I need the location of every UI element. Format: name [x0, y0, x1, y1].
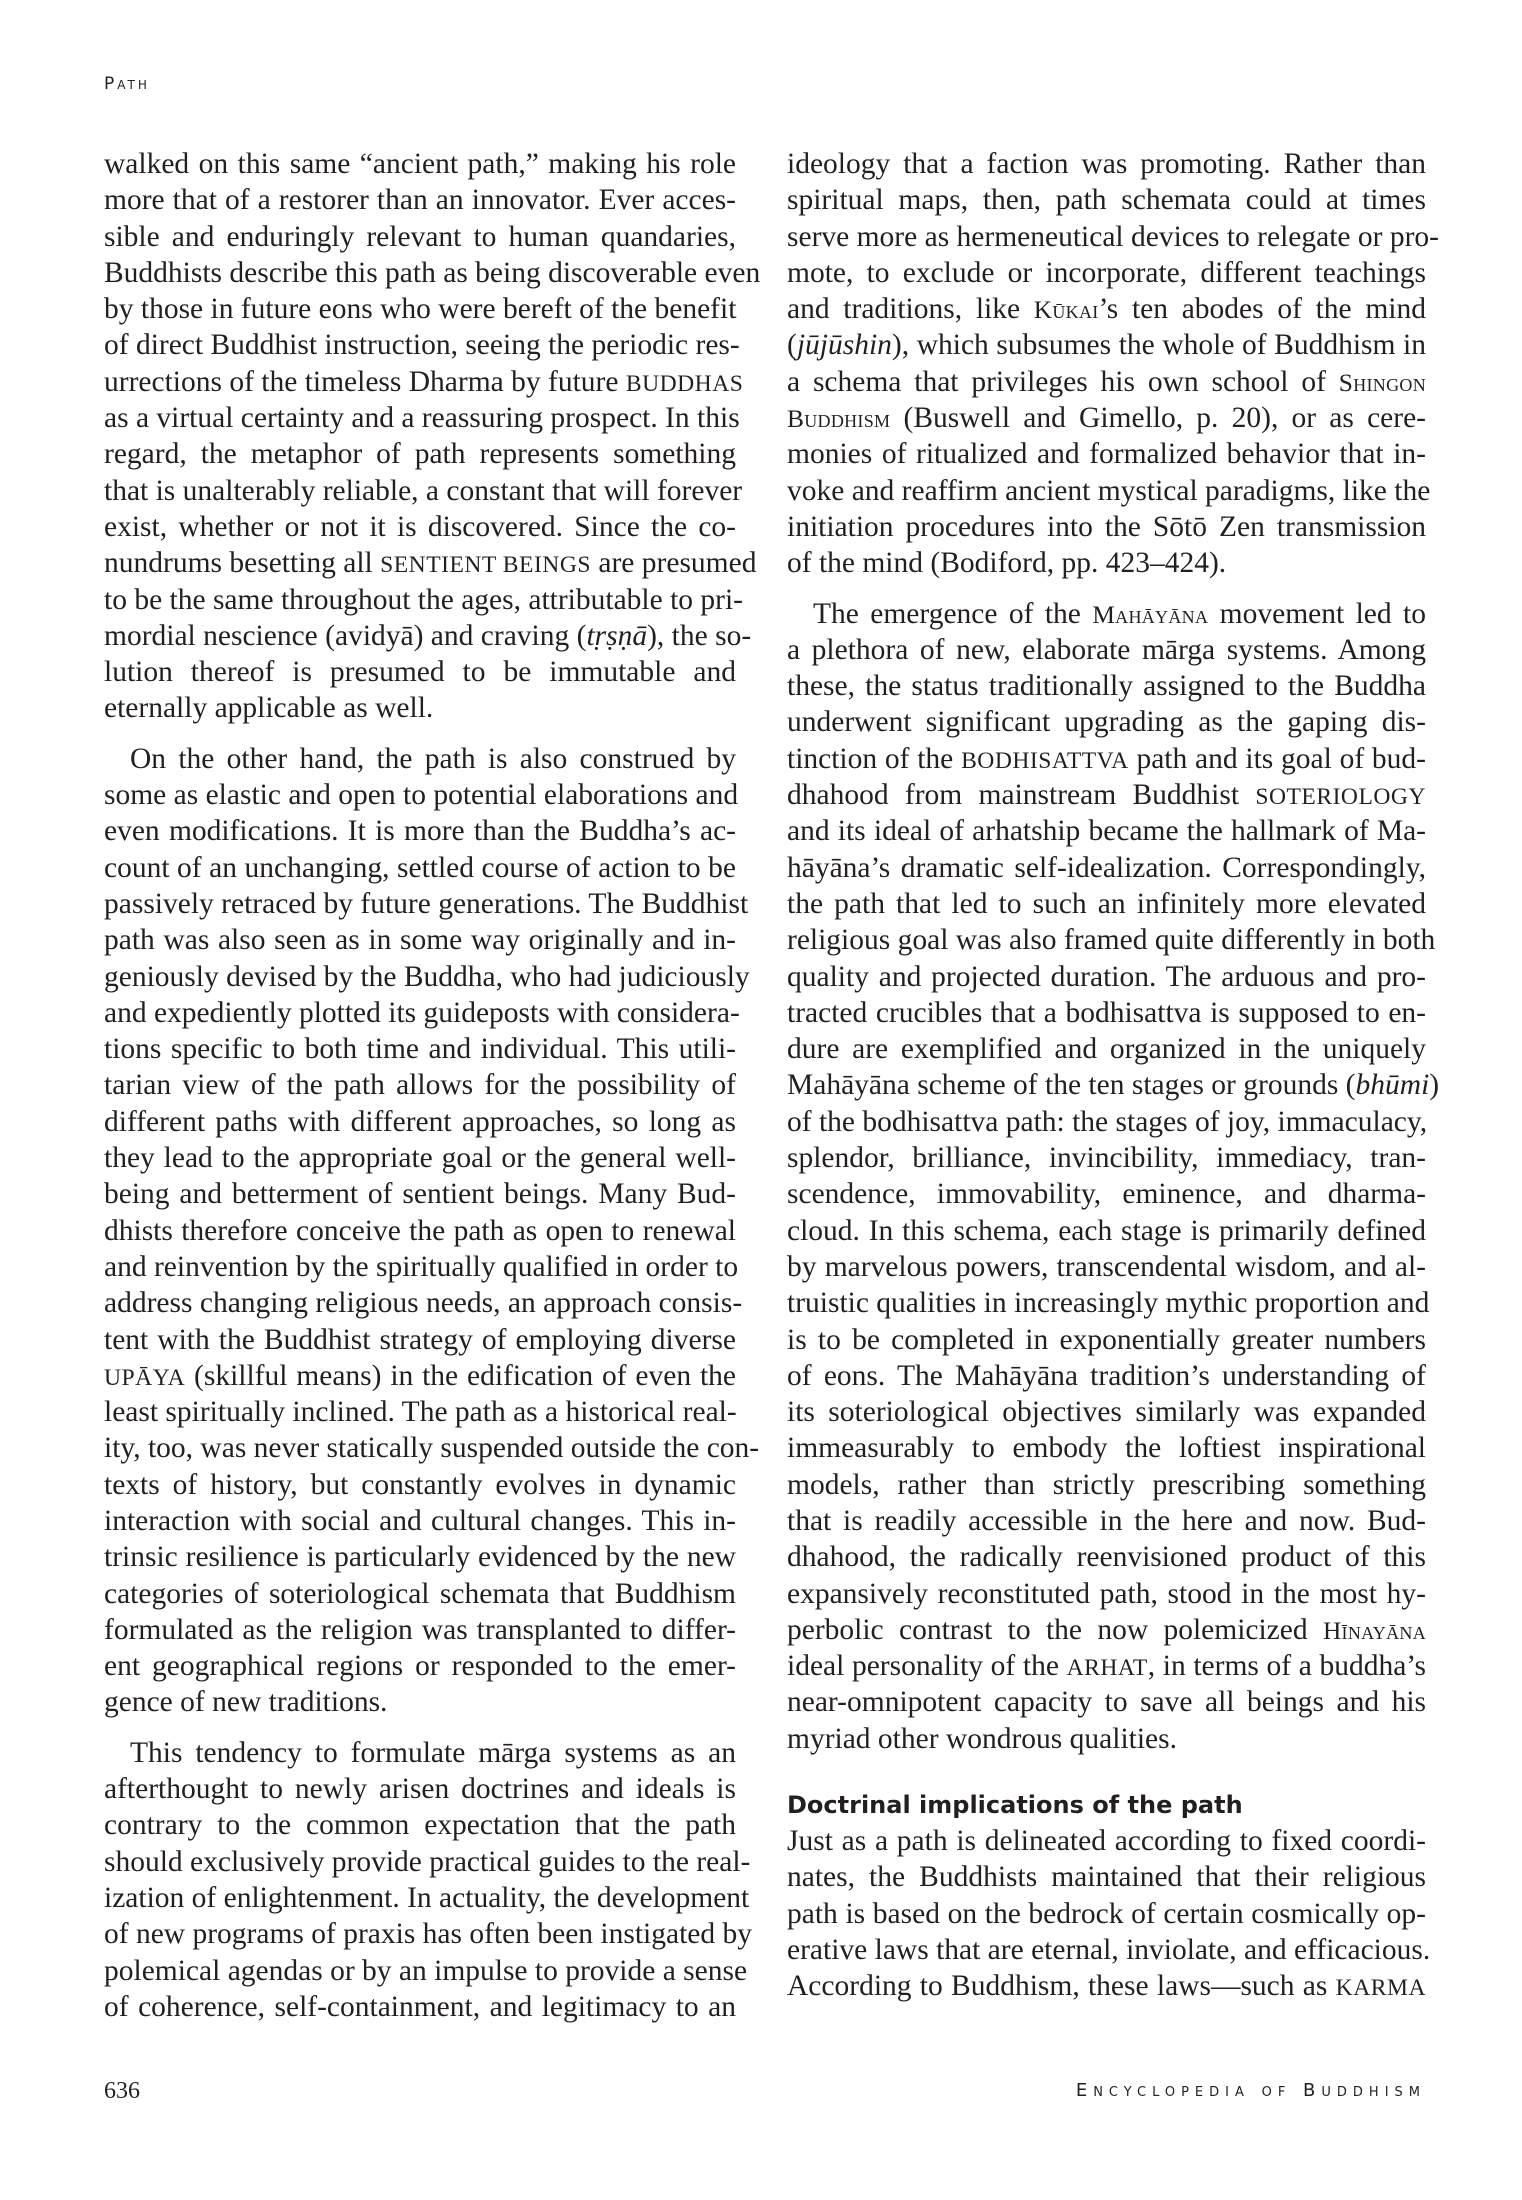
text-line: ity, too, was never statically suspended outside the con-	[104, 1432, 760, 1465]
right-column-body	[787, 146, 1440, 1757]
text-line: path was also seen as in some way originally and in-	[104, 924, 736, 957]
text-line: cloud. In this schema, each stage is primarily defined	[787, 1214, 1426, 1247]
text-line: (jūjūshin), which subsumes the whole of Buddhism in	[787, 329, 1426, 362]
paragraph	[104, 146, 761, 727]
right-column	[787, 146, 1440, 2019]
paragraph	[787, 1823, 1431, 2004]
left-column	[104, 146, 761, 2039]
text-line: of coherence, self-containment, and legitimacy to an	[104, 1990, 736, 2023]
text-line: dure are exemplified and organized in the uniquely	[787, 1033, 1426, 1066]
cross-reference: Kūkai	[1033, 296, 1099, 325]
cross-reference: Mahāyāna	[1092, 600, 1209, 629]
text-line: splendor, brilliance, invincibility, immediacy, tran-	[787, 1142, 1426, 1175]
paragraph	[787, 596, 1440, 1758]
text-line: formulated as the religion was transplanted to differ-	[104, 1613, 736, 1646]
text-line: being and betterment of sentient beings. Many Bud-	[104, 1178, 736, 1211]
text-line: nates, the Buddhists maintained that their religious	[787, 1861, 1426, 1894]
text-line: and its ideal of arhatship became the hallmark of Ma-	[787, 815, 1426, 848]
text-line: tent with the Buddhist strategy of employing diverse	[104, 1323, 736, 1356]
cross-reference: Hīnayāna	[1322, 1616, 1426, 1645]
foreign-term: jūjūshin	[796, 329, 892, 362]
text-line: regard, the metaphor of path represents something	[104, 438, 736, 471]
text-line: serve more as hermeneutical devices to relegate or pro-	[787, 220, 1439, 253]
text-line: Buddhists describe this path as being discoverable even	[104, 256, 761, 289]
text-line: should exclusively provide practical guides to the real-	[104, 1845, 751, 1878]
text-line: a plethora of new, elaborate mārga systems. Among	[787, 633, 1426, 666]
text-line: walked on this same “ancient path,” making his role	[104, 148, 736, 180]
text-line: eternally applicable as well.	[104, 692, 434, 725]
text-line: urrections of the timeless Dharma by future BUDDHAS	[104, 365, 744, 398]
foreign-term: tṛṣṇā	[586, 619, 648, 652]
text-line: ideal personality of the ARHAT, in terms of a buddha’s	[787, 1650, 1426, 1683]
text-line: This tendency to formulate mārga systems as an	[130, 1736, 736, 1769]
text-line: least spiritually inclined. The path as a historical real-	[104, 1396, 737, 1429]
paragraph	[787, 146, 1439, 582]
text-line: tinction of the BODHISATTVA path and its goal of bud-	[787, 742, 1426, 775]
text-line: exist, whether or not it is discovered. Since the co-	[104, 510, 736, 543]
text-line: count of an unchanging, settled course of action to be	[104, 851, 736, 884]
cross-reference: ARHAT	[1066, 1655, 1148, 1682]
publication-title: Encyclopedia of Buddhism	[1075, 2080, 1426, 2101]
text-line: contrary to the common expectation that the path	[104, 1809, 736, 1842]
text-line: According to Buddhism, these laws—such as KARMA	[787, 1970, 1426, 2003]
text-line: perbolic contrast to the now polemicized Hīnayāna	[787, 1613, 1426, 1646]
text-line: interaction with social and cultural changes. This in-	[104, 1504, 736, 1537]
text-line: near-omnipotent capacity to save all beings and his	[787, 1686, 1426, 1719]
text-line: spiritual maps, then, path schemata could at times	[787, 184, 1426, 217]
paragraph	[104, 741, 760, 1721]
text-line: some as elastic and open to potential elaborations and	[104, 779, 739, 812]
text-line: The emergence of the Mahāyāna movement led to	[813, 597, 1426, 630]
text-line: trinsic resilience is particularly evidenced by the new	[104, 1541, 736, 1574]
text-line: ent geographical regions or responded to the emer-	[104, 1650, 736, 1683]
text-line: by those in future eons who were bereft of the benefit	[104, 293, 737, 326]
cross-reference: Buddhism	[787, 405, 891, 434]
text-line: On the other hand, the path is also construed by	[130, 742, 736, 775]
text-line: myriad other wondrous qualities.	[787, 1722, 1177, 1755]
text-line: a schema that privileges his own school of Shingon	[787, 365, 1426, 398]
text-line: erative laws that are eternal, inviolate, and efficacious.	[787, 1933, 1431, 1966]
cross-reference: SENTIENT BEINGS	[380, 552, 592, 579]
text-line: even modifications. It is more than the Buddha’s ac-	[104, 815, 736, 848]
text-line: of new programs of praxis has often been instigated by	[104, 1918, 753, 1951]
page-number: 636	[104, 2078, 140, 2104]
text-line: the path that led to such an infinitely more elevated	[787, 887, 1426, 920]
text-line: mordial nescience (avidyā) and craving (tṛṣṇā), the so-	[104, 619, 752, 652]
text-line: hāyāna’s dramatic self-idealization. Correspondingly,	[787, 851, 1426, 884]
text-line: truistic qualities in increasingly mythic proportion and	[787, 1287, 1430, 1320]
text-line: models, rather than strictly prescribing something	[787, 1468, 1426, 1501]
text-line: religious goal was also framed quite differently in both	[787, 924, 1436, 957]
cross-reference: BODHISATTVA	[961, 747, 1129, 774]
text-line: is to be completed in exponentially greater numbers	[787, 1323, 1426, 1356]
text-line: Mahāyāna scheme of the ten stages or grounds (bhūmi)	[787, 1069, 1440, 1102]
running-head: Path	[104, 74, 150, 94]
text-line: underwent significant upgrading as the gaping dis-	[787, 706, 1426, 739]
text-line: that is unalterably reliable, a constant that will forever	[104, 474, 743, 507]
section-body	[787, 1823, 1431, 2004]
text-line: quality and projected duration. The arduous and pro-	[787, 960, 1426, 993]
text-line: path is based on the bedrock of certain cosmically op-	[787, 1897, 1426, 1930]
text-line: sible and enduringly relevant to human quandaries,	[104, 220, 736, 253]
cross-reference: KARMA	[1335, 1975, 1426, 2002]
text-line: as a virtual certainty and a reassuring prospect. In this	[104, 402, 740, 435]
text-line: address changing religious needs, an approach consis-	[104, 1287, 743, 1320]
text-line: dhahood, the radically reenvisioned product of this	[787, 1541, 1426, 1574]
text-line: lution thereof is presumed to be immutable and	[104, 656, 736, 689]
section-heading: Doctrinal implications of the path	[787, 1791, 1243, 1820]
text-line: Just as a path is delineated according to fixed coordi-	[787, 1825, 1426, 1858]
text-line: and reinvention by the spiritually qualified in order to	[104, 1250, 739, 1283]
text-line: different paths with different approaches, so long as	[104, 1105, 736, 1138]
text-line: scendence, immovability, eminence, and dharma-	[787, 1178, 1426, 1211]
paragraph	[104, 1735, 753, 2025]
text-line: monies of ritualized and formalized behavior that in-	[787, 438, 1426, 471]
text-line: dhahood from mainstream Buddhist SOTERIOLOGY	[787, 779, 1426, 812]
text-line: initiation procedures into the Sōtō Zen transmission	[787, 510, 1426, 543]
text-line: tarian view of the path allows for the possibility of	[104, 1069, 736, 1102]
text-line: gence of new traditions.	[104, 1686, 388, 1719]
text-line: these, the status traditionally assigned to the Buddha	[787, 670, 1426, 703]
text-line: ization of enlightenment. In actuality, the development	[104, 1881, 750, 1914]
text-line: by marvelous powers, transcendental wisdom, and al-	[787, 1250, 1426, 1283]
text-line: more that of a restorer than an innovator. Ever acces-	[104, 184, 736, 217]
text-line: passively retraced by future generations. The Buddhist	[104, 887, 749, 920]
text-line: they lead to the appropriate goal or the general well-	[104, 1142, 736, 1175]
text-line: geniously devised by the Buddha, who had judiciously	[104, 960, 750, 993]
cross-reference: UPĀYA	[104, 1364, 186, 1391]
text-line: that is readily accessible in the here and now. Bud-	[787, 1504, 1426, 1537]
text-line: of the bodhisattva path: the stages of joy, immaculacy,	[787, 1105, 1428, 1138]
text-line: texts of history, but constantly evolves in dynamic	[104, 1468, 736, 1501]
text-line: afterthought to newly arisen doctrines and ideals is	[104, 1773, 736, 1806]
text-line: Buddhism (Buswell and Gimello, p. 20), or as cere-	[787, 402, 1426, 435]
text-line: of direct Buddhist instruction, seeing the periodic res-	[104, 329, 740, 362]
cross-reference: Shingon	[1338, 368, 1426, 397]
text-line: tracted crucibles that a bodhisattva is supposed to en-	[787, 996, 1426, 1029]
text-line: expansively reconstituted path, stood in the most hy-	[787, 1577, 1426, 1610]
foreign-term: bhūmi	[1355, 1069, 1430, 1102]
text-line: categories of soteriological schemata that Buddhism	[104, 1577, 736, 1610]
text-line: and traditions, like Kūkai’s ten abodes of the mind	[787, 293, 1427, 326]
text-line: nundrums besetting all SENTIENT BEINGS are presumed	[104, 547, 757, 580]
text-line: of eons. The Mahāyāna tradition’s understanding of	[787, 1359, 1426, 1392]
text-line: ideology that a faction was promoting. Rather than	[787, 148, 1426, 180]
cross-reference: SOTERIOLOGY	[1255, 784, 1426, 811]
cross-reference: BUDDHAS	[625, 370, 744, 397]
text-line: tions specific to both time and individual. This utili-	[104, 1033, 736, 1066]
text-line: polemical agendas or by an impulse to provide a sense	[104, 1954, 748, 1987]
text-line: to be the same throughout the ages, attributable to pri-	[104, 583, 743, 616]
text-line: UPĀYA (skillful means) in the edification of even the	[104, 1359, 736, 1392]
text-line: mote, to exclude or incorporate, different teachings	[787, 256, 1426, 289]
text-line: immeasurably to embody the loftiest inspirational	[787, 1432, 1426, 1465]
text-line: its soteriological objectives similarly was expanded	[787, 1396, 1426, 1429]
text-line: of the mind (Bodiford, pp. 423–424).	[787, 547, 1227, 580]
text-line: dhists therefore conceive the path as open to renewal	[104, 1214, 736, 1247]
text-line: voke and reaffirm ancient mystical paradigms, like the	[787, 474, 1431, 507]
text-line: and expediently plotted its guideposts with considera-	[104, 996, 740, 1029]
